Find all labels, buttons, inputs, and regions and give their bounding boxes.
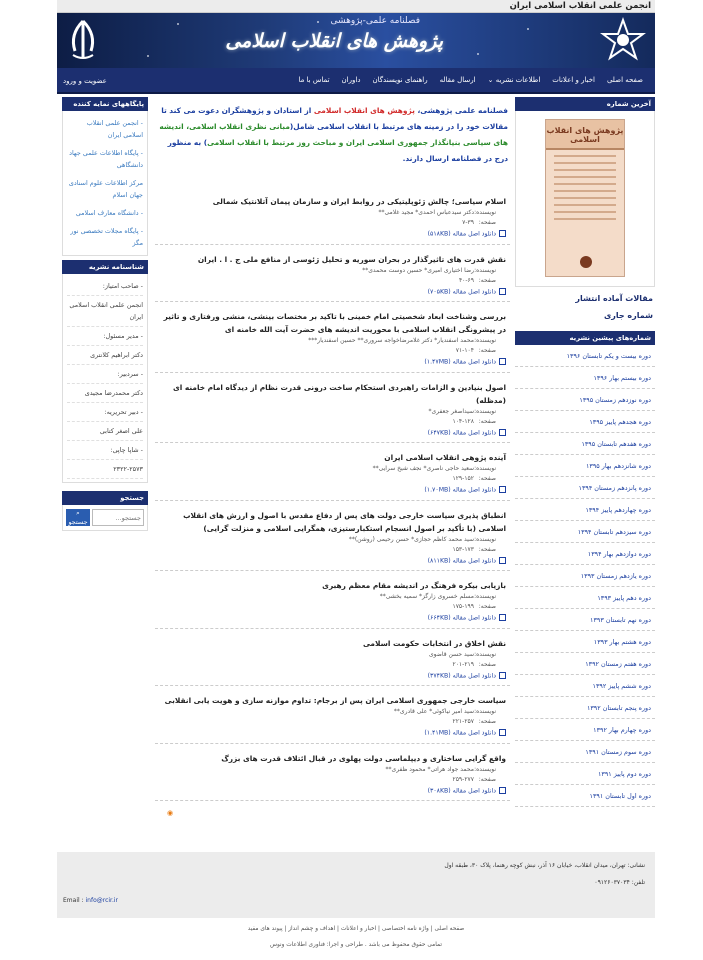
footer-bottom: [57, 924, 655, 950]
cover-logo-icon: [580, 256, 592, 268]
nav-contact[interactable]: تماس با ما: [298, 76, 330, 84]
authors-label: نویسنده:: [474, 465, 496, 472]
article-pages: ۱۰۴-۱۲۸: [452, 417, 474, 425]
iran-emblem-icon: [65, 17, 101, 61]
article-pages: ۷-۳۹: [462, 219, 474, 226]
pages-label: صفحه:: [478, 603, 496, 610]
article-title[interactable]: اسلام سیاسی؛ چالش ژئوپلیتیکی در روابط ایران و سازمان پیمان آتلانتیک شمالی: [212, 197, 506, 206]
article-title[interactable]: اصول بنیادین و الزامات راهبردی استحکام ساخت درونی قدرت نظام از دیدگاه امام خامنه ای (مدظله): [173, 382, 506, 405]
article-title[interactable]: نقش قدرت های تاثیرگذار در بحران سوریه و تحلیل ژئوسی از منافع ملی ج . ا . ایران: [197, 254, 506, 264]
article-pages-row: [155, 218, 506, 228]
intro-journal-name: پژوهش های انقلاب اسلامی: [313, 106, 415, 115]
staff-item: دکتر ابراهیم کلانتری: [67, 346, 143, 365]
banner-subtitle: فصلنامه علمی-پژوهشی: [330, 16, 420, 26]
authors-label: نویسنده:: [474, 708, 496, 715]
download-label: دانلود اصل مقاله (۶۴۷KB): [427, 429, 496, 436]
article-item: [155, 686, 510, 744]
article-title[interactable]: بررسی وشناخت ابعاد شخصیتی امام خمینی با تاکید بر مختصات بینشی، منشی ورفتاری و تاثیر در پیشرونگی انقلاب اسلامی با محوریت اندیشه های حضرت آیت الله خامنه ای: [163, 312, 506, 334]
previous-issue-link[interactable]: دوره نهم تابستان ۱۳۹۳: [515, 609, 655, 631]
article-pages: ۱۲۹-۱۵۲: [452, 475, 474, 482]
nav-guide[interactable]: راهنمای نویسندگان: [372, 76, 428, 84]
article-title[interactable]: بازیابی بیکره فرهنگ در اندیشه مقام معظم رهبری: [322, 581, 506, 590]
download-label: دانلود اصل مقاله (۷۰۵KB): [427, 288, 496, 295]
article-download-link[interactable]: [155, 557, 506, 565]
pages-label: صفحه:: [478, 475, 496, 482]
article-item: [155, 744, 510, 802]
previous-issue-link[interactable]: دوره بیست و یکم تابستان ۱۳۹۶: [515, 345, 655, 367]
footer: [57, 852, 655, 918]
staff-item: - دبیر تحریریه:: [67, 403, 143, 422]
intro-text: [155, 97, 510, 187]
portals-list: [62, 111, 148, 256]
pages-label: صفحه:: [478, 417, 496, 425]
pdf-icon: [499, 358, 506, 365]
previous-issue-link[interactable]: دوره پنجم تابستان ۱۳۹۲: [515, 697, 655, 719]
article-pages-row: [155, 660, 506, 670]
previous-issue-link[interactable]: دوره هفتم زمستان ۱۳۹۲: [515, 653, 655, 675]
footer-email-link[interactable]: info@rcir.ir: [85, 897, 118, 904]
article-authors: محمد جواد هراتی* محمود ظفری**: [385, 765, 474, 773]
ready-articles-link[interactable]: مقالات آماده انتشار: [575, 294, 653, 303]
staff-item: علی اصغر کتابی: [67, 422, 143, 441]
article-item: [155, 187, 510, 245]
article-download-link[interactable]: [155, 614, 506, 622]
previous-issue-link[interactable]: دوره چهاردهم پاییز ۱۳۹۴: [515, 499, 655, 521]
article-pages-row: [155, 545, 506, 555]
article-authors: سعید حاجی ناصری* نجف شیخ سرایی**: [372, 465, 474, 472]
download-label: دانلود اصل مقاله (۳۷۴KB): [427, 672, 496, 679]
portal-link[interactable]: - پایگاه اطلاعات علمی جهاد دانشگاهی: [69, 149, 143, 169]
site-name-bar: [57, 0, 655, 13]
article-item: [155, 501, 510, 572]
previous-issue-link[interactable]: دوره دوم پاییز ۱۳۹۱: [515, 763, 655, 785]
article-pages: ۲۰۱-۲۱۹: [452, 660, 474, 668]
previous-issues-list: [515, 345, 655, 807]
article-authors-row: [155, 407, 506, 417]
search-input[interactable]: [92, 509, 144, 526]
previous-issue-link[interactable]: دوره سیزدهم تابستان ۱۳۹۴: [515, 521, 655, 543]
footer-links[interactable]: صفحه اصلی | واژه نامه اختصاصی | اخبار و اعلانات | اهداف و چشم انداز | پیوند های مفید: [247, 926, 465, 932]
article-authors-row: [155, 765, 506, 775]
previous-issue-link[interactable]: دوره چهارم بهار ۱۳۹۲: [515, 719, 655, 741]
article-authors: رضا اختیاری امیری* حسین دوست محمدی**: [362, 266, 474, 274]
search-heading: جستجو: [62, 491, 148, 505]
authors-label: نویسنده:: [474, 535, 496, 543]
previous-issue-link[interactable]: دوره هجدهم پاییز ۱۳۹۵: [515, 411, 655, 433]
intro-part3: از استادان و پژوهشگران دعوت می کند تا مقالات خود را در زمینه های مرتبط با انقلاب اسلامی شامل(: [161, 106, 508, 131]
intro-part5: ) به منظور درج در فصلنامه ارسال دارند.: [167, 138, 508, 163]
article-authors-row: [155, 208, 506, 218]
article-download-link[interactable]: [155, 672, 506, 680]
staff-item: - شاپا چاپی:: [67, 441, 143, 460]
pdf-icon: [499, 614, 506, 621]
article-authors: سید امیر نیاکوئی* علی قادری**: [393, 708, 474, 715]
article-authors: دکتر سیدعباس احمدی* مجید غلامی**: [378, 209, 474, 216]
pages-label: صفحه:: [478, 718, 496, 725]
article-title[interactable]: نقش اخلاق در انتخابات حکومت اسلامی: [362, 638, 506, 648]
search-box: [62, 505, 148, 531]
pdf-icon: [499, 729, 506, 736]
previous-issue-link[interactable]: دوره بیستم بهار ۱۳۹۶: [515, 367, 655, 389]
pdf-icon: [499, 429, 506, 436]
portals-heading: پایگاههای نمایه کننده: [62, 97, 148, 111]
staff-heading: شناسنامه نشریه: [62, 260, 148, 274]
main-content: [155, 97, 510, 825]
article-authors-row: [155, 592, 506, 602]
download-label: دانلود اصل مقاله (۱.۷۰MB): [424, 486, 496, 494]
previous-issue-link[interactable]: دوره نوزدهم زمستان ۱۳۹۵: [515, 389, 655, 411]
login-link[interactable]: عضویت و ورود: [63, 77, 107, 85]
right-sidebar: [515, 97, 655, 807]
article-authors-row: [155, 650, 506, 660]
nav-journal-info[interactable]: [482, 76, 547, 84]
footer-email-label: Email :: [63, 897, 86, 904]
article-pages: ۷۱-۱۰۴: [455, 347, 474, 354]
download-label: دانلود اصل مقاله (۱.۴۱MB): [424, 729, 496, 737]
nav-reviewers[interactable]: داوران: [341, 76, 361, 84]
article-authors-row: [155, 707, 506, 717]
authors-label: نویسنده:: [474, 650, 496, 658]
article-item: [155, 302, 510, 373]
article-pages-row: [155, 417, 506, 427]
portal-link[interactable]: - انجمن علمی انقلاب اسلامی ایران: [86, 119, 143, 139]
article-pages: ۱۷۵-۱۹۹: [452, 603, 474, 610]
staff-item: انجمن علمی انقلاب اسلامی ایران: [67, 296, 143, 327]
article-authors-row: [155, 464, 506, 474]
rss-icon[interactable]: ◉: [167, 809, 174, 817]
latest-issue-cover[interactable]: [545, 119, 625, 277]
nav-home[interactable]: صفحه اصلی: [606, 76, 643, 84]
previous-issues-heading: شماره‌های پیشین نشریه: [515, 331, 655, 345]
article-pages: ۴۰-۶۹: [458, 276, 474, 284]
authors-label: نویسنده:: [474, 266, 496, 274]
intro-part1: فصلنامه علمی پژوهشی،: [417, 106, 508, 115]
main-nav: [57, 68, 655, 94]
staff-item: - صاحب امتیاز:: [67, 277, 143, 296]
article-title[interactable]: واقع گرایی ساختاری و دیپلماسی دولت پهلوی در قبال ائتلاف قدرت های بزرگ: [221, 753, 506, 763]
previous-issue-link[interactable]: دوره اول تابستان ۱۳۹۱: [515, 785, 655, 807]
download-label: دانلود اصل مقاله (۵۱۸KB): [427, 230, 496, 238]
pages-label: صفحه:: [478, 219, 496, 226]
article-pages-row: [155, 346, 506, 356]
authors-label: نویسنده:: [474, 593, 496, 600]
footer-copyright: تمامی حقوق محفوظ می باشد . طراحی و اجرا: فناوری اطلاعات ونوس: [269, 942, 442, 948]
article-item: [155, 629, 510, 687]
authors-label: نویسنده:: [474, 209, 496, 216]
pdf-icon: [499, 288, 506, 295]
article-authors-row: [155, 336, 506, 346]
article-authors: سید محمد کاظم حجازی* حسن رحیمی (روشن)**: [348, 535, 474, 543]
previous-issue-link[interactable]: دوره هشتم بهار ۱۳۹۳: [515, 631, 655, 653]
latest-issue-heading: آخرین شماره: [515, 97, 655, 111]
article-download-link[interactable]: [155, 729, 506, 737]
download-label: دانلود اصل مقاله (۱.۴۷MB): [424, 358, 496, 366]
article-download-link[interactable]: [155, 288, 506, 296]
site-name: انجمن علمی انقلاب اسلامی ایران: [509, 1, 651, 11]
staff-item: دکتر محمدرضا مجیدی: [67, 384, 143, 403]
left-sidebar: [62, 97, 148, 531]
authors-label: نویسنده:: [474, 337, 496, 344]
article-download-link[interactable]: [155, 486, 506, 494]
pdf-icon: [499, 486, 506, 493]
pages-label: صفحه:: [478, 660, 496, 668]
pages-label: صفحه:: [478, 347, 496, 354]
article-pages-row: [155, 276, 506, 286]
article-item: [155, 443, 510, 501]
pdf-icon: [499, 230, 506, 237]
search-button-label: جستجو: [68, 518, 88, 526]
banner-title: پژوهش های انقلاب اسلامی: [225, 30, 443, 52]
article-authors: محمد اسفندیار* دکتر غلامرضاخواجه سروری** حسین اسفندیار***: [308, 337, 474, 344]
portal-link[interactable]: - دانشگاه معارف اسلامی: [75, 209, 143, 217]
portal-link[interactable]: - پایگاه مجلات تخصصی نور مگز: [70, 227, 143, 247]
article-pages: ۱۵۳-۱۷۳: [452, 545, 474, 553]
staff-item: - مدیر مسئول:: [67, 327, 143, 346]
article-authors-row: [155, 266, 506, 276]
article-authors: سید حسن قاضوی: [428, 650, 474, 658]
current-issue-link[interactable]: شماره جاری: [603, 311, 653, 320]
article-title[interactable]: آینده پژوهی انقلاب اسلامی ایران: [384, 453, 506, 462]
download-label: دانلود اصل مقاله (۶۶۴KB): [427, 614, 496, 622]
staff-list: [62, 274, 148, 483]
article-authors-row: [155, 535, 506, 545]
intro-topics: مبانی نظری انقلاب اسلامی، اندیشه های سیاسی بنیانگذار جمهوری اسلامی ایران و مباحث روز مرتبط با انقلاب اسلامی: [159, 122, 508, 147]
authors-label: نویسنده:: [474, 765, 496, 773]
journal-logo-icon: [599, 17, 647, 63]
article-authors: مسلم خسروی زارگز* سمیه بخشی**: [379, 593, 474, 600]
article-pages-row: [155, 717, 506, 727]
article-title[interactable]: انطباق پذیری سیاست خارجی دولت های پس از دفاع مقدس با اصول و ارزش های انقلاب اسلامی (با تأکید بر اصول انسجام استکبارستیزی، همگرایی اسلامی و منزلت گرایی): [183, 510, 506, 533]
article-list: [155, 187, 510, 801]
pdf-icon: [499, 672, 506, 679]
article-download-link[interactable]: [155, 787, 506, 795]
search-button[interactable]: [66, 509, 90, 526]
previous-issue-link[interactable]: دوره یازدهم زمستان ۱۳۹۳: [515, 565, 655, 587]
article-download-link[interactable]: [155, 358, 506, 366]
header-banner: [57, 13, 655, 68]
footer-email-line: [63, 895, 118, 906]
previous-issue-link[interactable]: دوره هفدهم تابستان ۱۳۹۵: [515, 433, 655, 455]
article-item: [155, 571, 510, 629]
article-pages: ۲۵۹-۲۷۷: [452, 775, 474, 783]
download-label: دانلود اصل مقاله (۸۱۱KB): [427, 557, 496, 564]
portal-link[interactable]: مرکز اطلاعات علوم اسنادی جهان اسلام: [68, 179, 143, 199]
previous-issue-link[interactable]: دوره پانزدهم زمستان ۱۳۹۴: [515, 477, 655, 499]
staff-item: ۲۳۲۲-۲۵۷۳: [67, 460, 143, 479]
nav-submit[interactable]: ارسال مقاله: [439, 76, 476, 84]
previous-issue-link[interactable]: دوره دهم پاییز ۱۳۹۳: [515, 587, 655, 609]
footer-phone: تلفن: ۰۹۱۲۶۰۳۷۰۳۴: [594, 879, 645, 886]
nav-journal-info-label: اطلاعات نشریه: [495, 76, 541, 84]
article-pages-row: [155, 474, 506, 484]
article-title[interactable]: سیاست خارجی جمهوری اسلامی ایران پس از برجام: تداوم موازنه سازی و هویت یابی انقلابی: [164, 696, 506, 705]
pages-label: صفحه:: [478, 545, 496, 553]
pages-label: صفحه:: [478, 775, 496, 783]
article-pages: ۲۲۱-۲۵۷: [452, 718, 474, 725]
nav-news[interactable]: اخبار و اعلانات: [552, 76, 595, 84]
cover-title: پژوهش های انقلاب اسلامی: [546, 120, 624, 150]
pages-label: صفحه:: [478, 276, 496, 284]
previous-issue-link[interactable]: دوره سوم زمستان ۱۳۹۱: [515, 741, 655, 763]
authors-label: نویسنده:: [474, 407, 496, 415]
article-pages-row: [155, 602, 506, 612]
footer-address: نشانی: تهران، میدان انقلاب، خیابان ۱۶ آذر، نبش کوچه رهنما، پلاک ۳۰، طبقه اول: [444, 862, 645, 869]
ready-links: [515, 287, 655, 327]
article-download-link[interactable]: [155, 429, 506, 437]
pdf-icon: [499, 787, 506, 794]
latest-issue-box: [515, 111, 655, 287]
article-item: [155, 373, 510, 444]
article-download-link[interactable]: [155, 230, 506, 238]
article-item: [155, 245, 510, 303]
previous-issue-link[interactable]: دوره ششم پاییز ۱۳۹۲: [515, 675, 655, 697]
search-icon: ⌕: [76, 509, 80, 517]
previous-issue-link[interactable]: دوره شانزدهم بهار ۱۳۹۵: [515, 455, 655, 477]
download-label: دانلود اصل مقاله (۳۰۸KB): [427, 787, 496, 794]
pdf-icon: [499, 557, 506, 564]
chevron-down-icon: ⌄: [487, 76, 494, 84]
previous-issue-link[interactable]: دوره دوازدهم بهار ۱۳۹۴: [515, 543, 655, 565]
staff-item: - سردبیر:: [67, 365, 143, 384]
article-authors: سیداصغر جعفری*: [428, 407, 474, 415]
article-pages-row: [155, 775, 506, 785]
